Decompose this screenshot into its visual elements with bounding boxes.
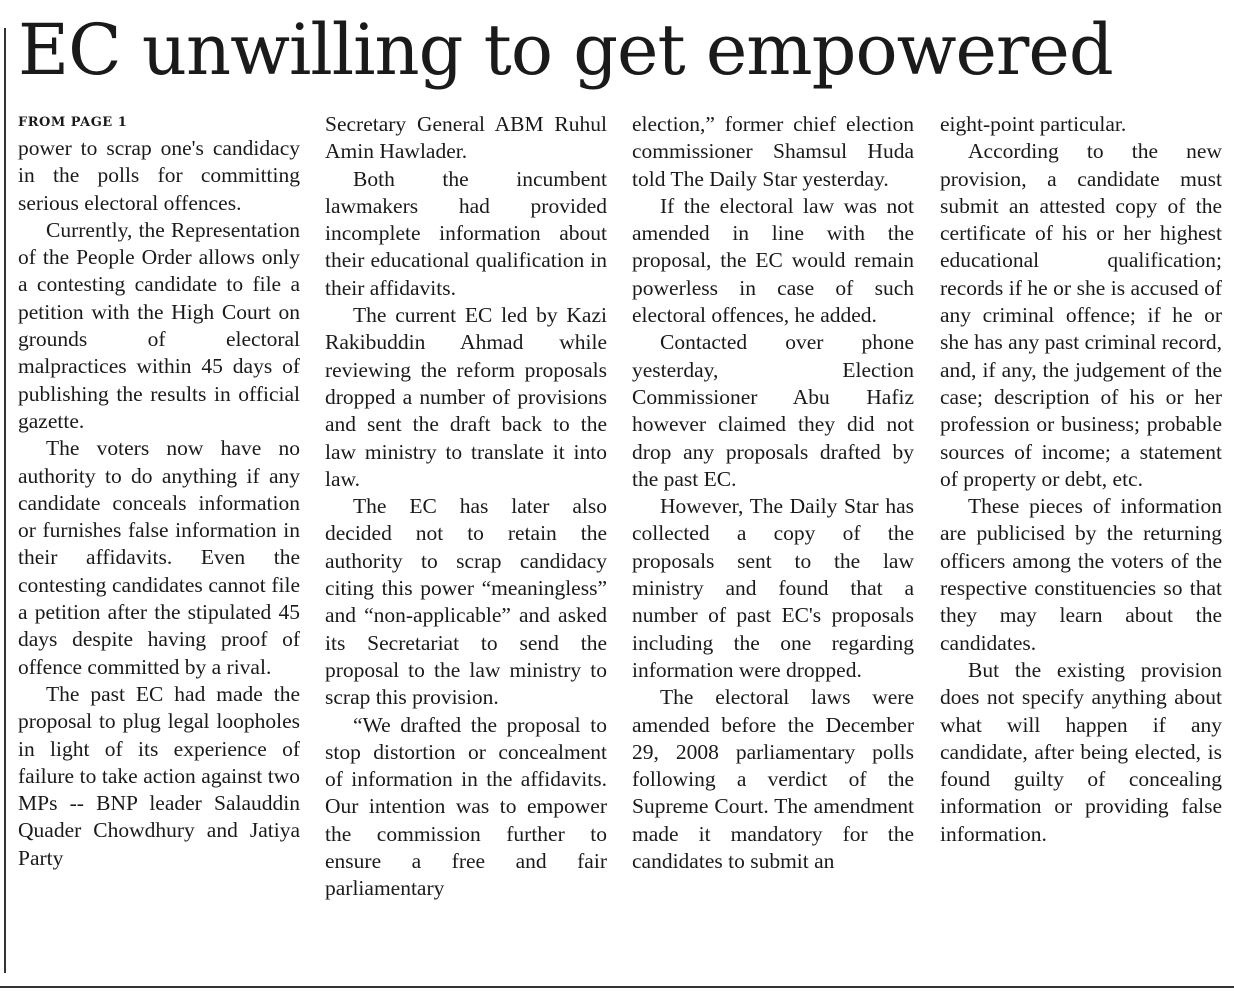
paragraph: According to the new provision, a candidate must submit an attested copy of the certificate of his or her highest educational qualification; records if he or she is accused of any criminal offence; if he or she has any past criminal record, and, if any, the judgement of the case; description of his or her profession or business; probable sources of income; a statement of property or debt, etc. — [940, 139, 1222, 491]
article-column-1 — [18, 111, 300, 979]
kicker-from-page: FROM PAGE 1 — [18, 115, 128, 130]
paragraph: Both the incumbent lawmakers had provided incomplete information about their educational qualification in their affidavits. — [325, 166, 607, 300]
paragraph: Secretary General ABM Ruhul Amin Hawlader. — [325, 112, 607, 164]
paragraph: Contacted over phone yesterday, Election Commissioner Abu Hafiz however claimed they did not drop any proposals drafted by the past EC. — [632, 330, 914, 491]
paragraph: power to scrap one's candidacy in the polls for committing serious electoral offences. — [18, 136, 300, 215]
headline: EC unwilling to get empowered — [18, 9, 1113, 91]
paragraph: If the electoral law was not amended in line with the proposal, the EC would remain powerless in case of such electoral offences, he added. — [632, 193, 914, 328]
paragraph: “We drafted the proposal to stop distortion or concealment of information in the affidavits. Our intention was to empower the commission further to ensure a free and fair parliamentary — [325, 712, 607, 901]
paragraph: The EC has later also decided not to retain the authority to scrap candidacy citing this power “meaningless” and “non-applicable” and asked its Secretariat to send the proposal to the law ministry to scrap this provision. — [325, 494, 607, 710]
paragraph: The voters now have no authority to do anything if any candidate conceals information or furnishes false information in their affidavits. Even the contesting candidates cannot file a petition after the stipulated 45 days despite having proof of offence committed by a rival. — [18, 436, 300, 679]
bottom-page-rule — [0, 986, 1234, 988]
paragraph: The electoral laws were amended before the December 29, 2008 parliamentary polls following a verdict of the Supreme Court. The amendment made it mandatory for the candidates to submit an — [632, 685, 914, 874]
paragraph: eight-point particular. — [940, 112, 1127, 136]
paragraph: But the existing provision does not specify anything about what will happen if any candidate, after being elected, is found guilty of concealing information or providing false information. — [940, 657, 1222, 846]
paragraph: The current EC led by Kazi Rakibuddin Ahmad while reviewing the reform proposals dropped a number of provisions and sent the draft back to the law ministry to translate it into law. — [325, 303, 607, 491]
left-column-rule — [4, 28, 6, 973]
paragraph: The past EC had made the proposal to plug legal loopholes in light of its experience of failure to take action against two MPs -- BNP leader Salauddin Quader Chowdhury and Jatiya Party — [18, 681, 300, 870]
article-column-3 — [632, 111, 914, 979]
article-column-4 — [940, 111, 1222, 979]
paragraph: Currently, the Representation of the People Order allows only a contesting candidate to file a petition with the High Court on grounds of electoral malpractices within 45 days of publishing the results in official gazette. — [18, 217, 300, 433]
article-column-2 — [325, 111, 607, 979]
paragraph: These pieces of information are publicised by the returning officers among the voters of the respective constituencies so that they may learn about the candidates. — [940, 494, 1222, 655]
paragraph: However, The Daily Star has collected a copy of the proposals sent to the law ministry and found that a number of past EC's proposals including the one regarding information were dropped. — [632, 494, 914, 682]
paragraph: election,” former chief election commissioner Shamsul Huda told The Daily Star yesterday. — [632, 112, 914, 191]
